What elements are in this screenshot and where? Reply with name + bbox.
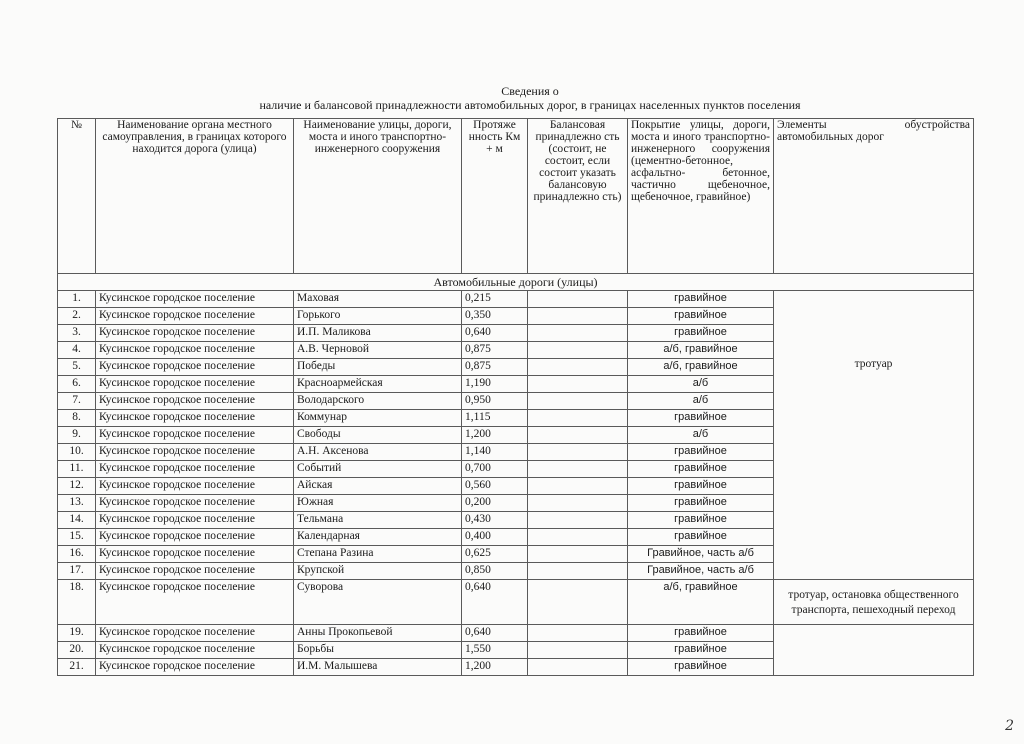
col-header-number: № (58, 119, 96, 274)
row-balance (528, 444, 628, 461)
row-number: 15. (58, 529, 96, 546)
row-coverage: а/б, гравийное (628, 342, 774, 359)
row-number: 7. (58, 393, 96, 410)
col-header-coverage: Покрытие улицы, дороги, моста и иного транспортно-инженерного сооружения (цементно-бетонное, асфальтно- бетонное, частично щебеночное, щебеночное, гравийное) (628, 119, 774, 274)
row-number: 13. (58, 495, 96, 512)
row-elements (774, 291, 974, 580)
row-number: 3. (58, 325, 96, 342)
row-elements (774, 580, 974, 625)
table-row (58, 580, 974, 625)
document-subtitle: наличие и балансовой принадлежности автомобильных дорог, в границах населенных пунктов поселения (259, 98, 801, 112)
row-coverage: гравийное (628, 444, 774, 461)
row-coverage: гравийное (628, 291, 774, 308)
row-organization: Кусинское городское поселение (96, 461, 294, 478)
row-coverage: гравийное (628, 410, 774, 427)
row-balance (528, 659, 628, 676)
row-length: 0,400 (462, 529, 528, 546)
row-street: Горького (294, 308, 462, 325)
row-street: Событий (294, 461, 462, 478)
row-length: 0,430 (462, 512, 528, 529)
row-number: 1. (58, 291, 96, 308)
row-length: 0,625 (462, 546, 528, 563)
table-row (58, 625, 974, 642)
section-title: Автомобильные дороги (улицы) (58, 274, 974, 291)
row-coverage: гравийное (628, 495, 774, 512)
row-organization: Кусинское городское поселение (96, 291, 294, 308)
row-organization: Кусинское городское поселение (96, 529, 294, 546)
row-coverage: гравийное (628, 478, 774, 495)
col-header-length: Протяже нность Км + м (462, 119, 528, 274)
row-number: 2. (58, 308, 96, 325)
section-row (58, 274, 974, 291)
document-title: Сведения о (501, 84, 559, 98)
table-header-row (58, 119, 974, 274)
row-balance (528, 325, 628, 342)
row-length: 0,875 (462, 342, 528, 359)
row-balance (528, 512, 628, 529)
row-organization: Кусинское городское поселение (96, 342, 294, 359)
col-header-elements: Элементы обустройства автомобильных дорог (774, 119, 974, 274)
row-coverage: Гравийное, часть а/б (628, 563, 774, 580)
elements-text: тротуар (854, 358, 893, 370)
row-street: Тельмана (294, 512, 462, 529)
row-organization: Кусинское городское поселение (96, 478, 294, 495)
row-number: 18. (58, 580, 96, 625)
row-organization: Кусинское городское поселение (96, 444, 294, 461)
page-number: 2 (1005, 718, 1014, 734)
row-coverage: а/б, гравийное (628, 359, 774, 376)
elements-text: тротуар, остановка общественного транспорта, пешеходный переход (788, 589, 959, 616)
row-street: Коммунар (294, 410, 462, 427)
row-street: Красноармейская (294, 376, 462, 393)
row-organization: Кусинское городское поселение (96, 546, 294, 563)
row-number: 17. (58, 563, 96, 580)
row-balance (528, 580, 628, 625)
row-coverage: гравийное (628, 308, 774, 325)
row-coverage: гравийное (628, 642, 774, 659)
row-length: 0,850 (462, 563, 528, 580)
row-coverage: гравийное (628, 529, 774, 546)
row-street: Южная (294, 495, 462, 512)
row-coverage: гравийное (628, 461, 774, 478)
row-number: 16. (58, 546, 96, 563)
row-street: Айская (294, 478, 462, 495)
row-length: 0,640 (462, 625, 528, 642)
row-length: 1,115 (462, 410, 528, 427)
row-number: 19. (58, 625, 96, 642)
row-street: Анны Прокопьевой (294, 625, 462, 642)
row-coverage: а/б, гравийное (628, 580, 774, 625)
row-number: 11. (58, 461, 96, 478)
row-length: 1,140 (462, 444, 528, 461)
row-organization: Кусинское городское поселение (96, 393, 294, 410)
row-length: 0,200 (462, 495, 528, 512)
row-balance (528, 461, 628, 478)
row-street: Календарная (294, 529, 462, 546)
row-balance (528, 427, 628, 444)
row-length: 1,200 (462, 427, 528, 444)
row-balance (528, 410, 628, 427)
row-organization: Кусинское городское поселение (96, 495, 294, 512)
row-coverage: гравийное (628, 659, 774, 676)
row-length: 1,190 (462, 376, 528, 393)
row-number: 5. (58, 359, 96, 376)
row-organization: Кусинское городское поселение (96, 359, 294, 376)
row-length: 0,875 (462, 359, 528, 376)
table-row (58, 291, 974, 308)
row-balance (528, 546, 628, 563)
row-balance (528, 342, 628, 359)
row-street: И.П. Маликова (294, 325, 462, 342)
row-number: 10. (58, 444, 96, 461)
row-coverage: гравийное (628, 625, 774, 642)
row-number: 6. (58, 376, 96, 393)
row-number: 21. (58, 659, 96, 676)
row-street: Крупской (294, 563, 462, 580)
row-street: Борьбы (294, 642, 462, 659)
row-organization: Кусинское городское поселение (96, 642, 294, 659)
row-number: 9. (58, 427, 96, 444)
row-street: А.Н. Аксенова (294, 444, 462, 461)
row-organization: Кусинское городское поселение (96, 308, 294, 325)
row-number: 8. (58, 410, 96, 427)
col-header-organization: Наименование органа местного самоуправления, в границах которого находится дорога (улица) (96, 119, 294, 274)
row-balance (528, 376, 628, 393)
col-header-balance: Балансовая принадлежно сть (состоит, не состоит, если состоит указать балансовую принадлежно сть) (528, 119, 628, 274)
row-organization: Кусинское городское поселение (96, 410, 294, 427)
row-street: Суворова (294, 580, 462, 625)
row-street: Маховая (294, 291, 462, 308)
row-coverage: а/б (628, 427, 774, 444)
row-balance (528, 642, 628, 659)
row-number: 14. (58, 512, 96, 529)
row-street: Степана Разина (294, 546, 462, 563)
row-coverage: а/б (628, 376, 774, 393)
row-organization: Кусинское городское поселение (96, 659, 294, 676)
row-number: 20. (58, 642, 96, 659)
row-organization: Кусинское городское поселение (96, 325, 294, 342)
row-number: 12. (58, 478, 96, 495)
roads-table (57, 118, 974, 676)
row-coverage: гравийное (628, 512, 774, 529)
row-organization: Кусинское городское поселение (96, 512, 294, 529)
row-length: 0,950 (462, 393, 528, 410)
row-length: 0,215 (462, 291, 528, 308)
row-length: 0,350 (462, 308, 528, 325)
row-coverage: гравийное (628, 325, 774, 342)
row-organization: Кусинское городское поселение (96, 376, 294, 393)
row-number: 4. (58, 342, 96, 359)
row-length: 0,640 (462, 580, 528, 625)
row-street: А.В. Черновой (294, 342, 462, 359)
row-balance (528, 291, 628, 308)
row-elements (774, 625, 974, 676)
row-organization: Кусинское городское поселение (96, 625, 294, 642)
row-balance (528, 563, 628, 580)
col-header-street: Наименование улицы, дороги, моста и иного транспортно-инженерного сооружения (294, 119, 462, 274)
row-balance (528, 393, 628, 410)
row-street: Свободы (294, 427, 462, 444)
row-length: 0,700 (462, 461, 528, 478)
row-street: И.М. Малышева (294, 659, 462, 676)
row-length: 1,200 (462, 659, 528, 676)
row-balance (528, 625, 628, 642)
row-balance (528, 529, 628, 546)
row-length: 0,560 (462, 478, 528, 495)
row-organization: Кусинское городское поселение (96, 580, 294, 625)
row-length: 1,550 (462, 642, 528, 659)
row-coverage: а/б (628, 393, 774, 410)
row-organization: Кусинское городское поселение (96, 427, 294, 444)
row-balance (528, 308, 628, 325)
row-balance (528, 359, 628, 376)
row-street: Победы (294, 359, 462, 376)
row-coverage: Гравийное, часть а/б (628, 546, 774, 563)
row-street: Володарского (294, 393, 462, 410)
row-organization: Кусинское городское поселение (96, 563, 294, 580)
row-balance (528, 495, 628, 512)
row-length: 0,640 (462, 325, 528, 342)
row-balance (528, 478, 628, 495)
